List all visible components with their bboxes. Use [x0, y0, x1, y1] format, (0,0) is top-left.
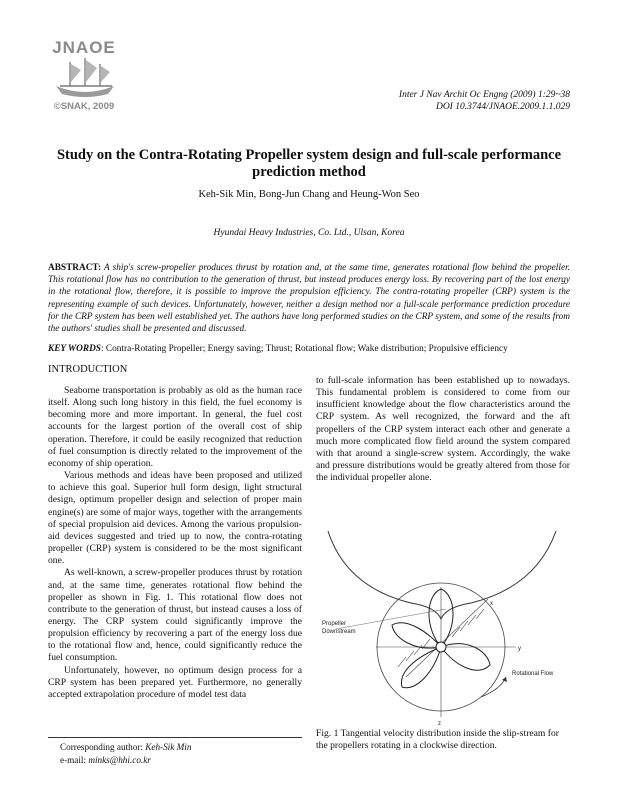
paragraph: to full-scale information has been established up to nowadays. This fundamental problem is considered to come from our insufficient knowledge about the flow characteristics around the CRP system. As well recognized, the forward and the aft propellers of the CRP system interact each other and generate a much more complicated flow field around the system compared with that around a single-screw system. Accordingly, the wake and pressure distributions would be greatly altered from those for the individual propeller alone.	[316, 375, 570, 484]
label-axis-z: z	[438, 721, 441, 727]
paper-authors: Keh-Sik Min, Bong-Jun Chang and Heung-Won Seo	[198, 189, 420, 200]
section-heading: INTRODUCTION	[48, 364, 128, 375]
paragraph: Unfortunately, however, no optimum design process for a CRP system has been prepared yet. Furthermore, no generally accepted extrapolation procedure of model test data	[48, 664, 302, 700]
footnote-email-label: e-mail:	[60, 755, 87, 765]
footnote-divider	[48, 737, 302, 738]
label-propeller: Propeller	[322, 621, 347, 627]
label-downstream: Downstream	[322, 629, 356, 635]
slipstream-contour	[328, 531, 556, 619]
figure-caption: Fig. 1 Tangential velocity distribution inside the slip-stream for the propellers rotating in a clockwise direction.	[316, 728, 559, 751]
paragraph: Various methods and ideas have been proposed and utilized to achieve this goal. Superior hull form design, light structural design, optimum propeller design and selection of proper main engine(s) are some of major ways, together with the arrangements of special propulsion aid devices. Among the various propulsion-aid devices suggested and tried up to now, the contra-rotating propeller (CRP) system is considered to be the most significant one.	[48, 470, 302, 567]
journal-info	[399, 89, 570, 113]
left-column	[48, 385, 302, 701]
paper-title: Study on the Contra-Rotating Propeller system design and full-scale performance prediction method	[56, 147, 562, 180]
journal-doi: DOI 10.3744/JNAOE.2009.1.1.029	[435, 102, 570, 112]
keywords-text: Contra-Rotating Propeller; Energy saving; Thrust; Rotational flow; Wake distribution; Propulsive efficiency	[105, 344, 508, 354]
footnote-email[interactable]: minks@hhi.co.kr	[88, 755, 151, 765]
abstract	[48, 262, 570, 335]
ship-emblem-icon	[50, 56, 120, 100]
label-rotational-flow: Rotational Flow	[512, 671, 554, 677]
label-axis-x: x	[490, 601, 493, 607]
right-column	[316, 375, 570, 484]
abstract-label: ABSTRACT:	[48, 263, 102, 273]
paragraph: As well-known, a screw-propeller produces thrust by rotation and, at the same time, generates rotational flow behind the propeller as shown in Fig. 1. This rotational flow does not contribute to the generation of thrust, but instead causes a loss of energy. The CRP system could significantly improve the propulsion efficiency by recovering a part of the energy loss due to the rotational flow and, hence, could significantly reduce the fuel consumption.	[48, 567, 302, 664]
keywords: KEY WORDS: Contra-Rotating Propeller; Energy saving; Thrust; Rotational flow; Wake distribution; Propulsive efficiency	[48, 344, 508, 354]
footnote	[60, 741, 191, 767]
journal-logo	[36, 38, 132, 118]
logo-name: JNAOE	[52, 38, 116, 57]
logo-footer: ©SNAK, 2009	[53, 101, 115, 112]
paragraph: Seaborne transportation is probably as old as the human race itself. Along such long history in this field, the fuel economy is becoming more and more important. In general, the fuel cost accounts for the largest portion of the overall cost of ship operation. Therefore, it could be easily recognized that reduction of fuel consumption is directly related to the improvement of the economy of ship operation.	[48, 385, 302, 469]
abstract-text: A ship's screw-propeller produces thrust by rotation and, at the same time, generates rotational flow behind the propeller. This rotational flow has no contribution to the generation of thrust, but instead produces energy loss. By recovering part of the lost energy in the rotational flow, therefore, it is possible to improve the propulsion efficiency. The contra-rotating propeller (CRP) system is the representing example of such devices. Unfortunately, however, neither a design method nor a full-scale performance prediction procedure for the CRP system has been well established yet. The authors have long performed studies on the CRP system, and some of the results from the authors' studies shall be presented and discussed.	[48, 263, 570, 335]
label-axis-y: y	[518, 646, 521, 652]
footnote-author: Keh-Sik Min	[145, 742, 192, 752]
journal-citation: Inter J Nav Archit Oc Engng (2009) 1:29~38	[398, 90, 570, 100]
keywords-label: KEY WORDS	[48, 344, 101, 354]
footnote-author-label: Corresponding author:	[60, 742, 143, 752]
figure-1-diagram	[316, 527, 570, 727]
propeller-hub	[436, 642, 446, 652]
paper-affiliation: Hyundai Heavy Industries, Co. Ltd., Ulsan, Korea	[213, 228, 405, 238]
